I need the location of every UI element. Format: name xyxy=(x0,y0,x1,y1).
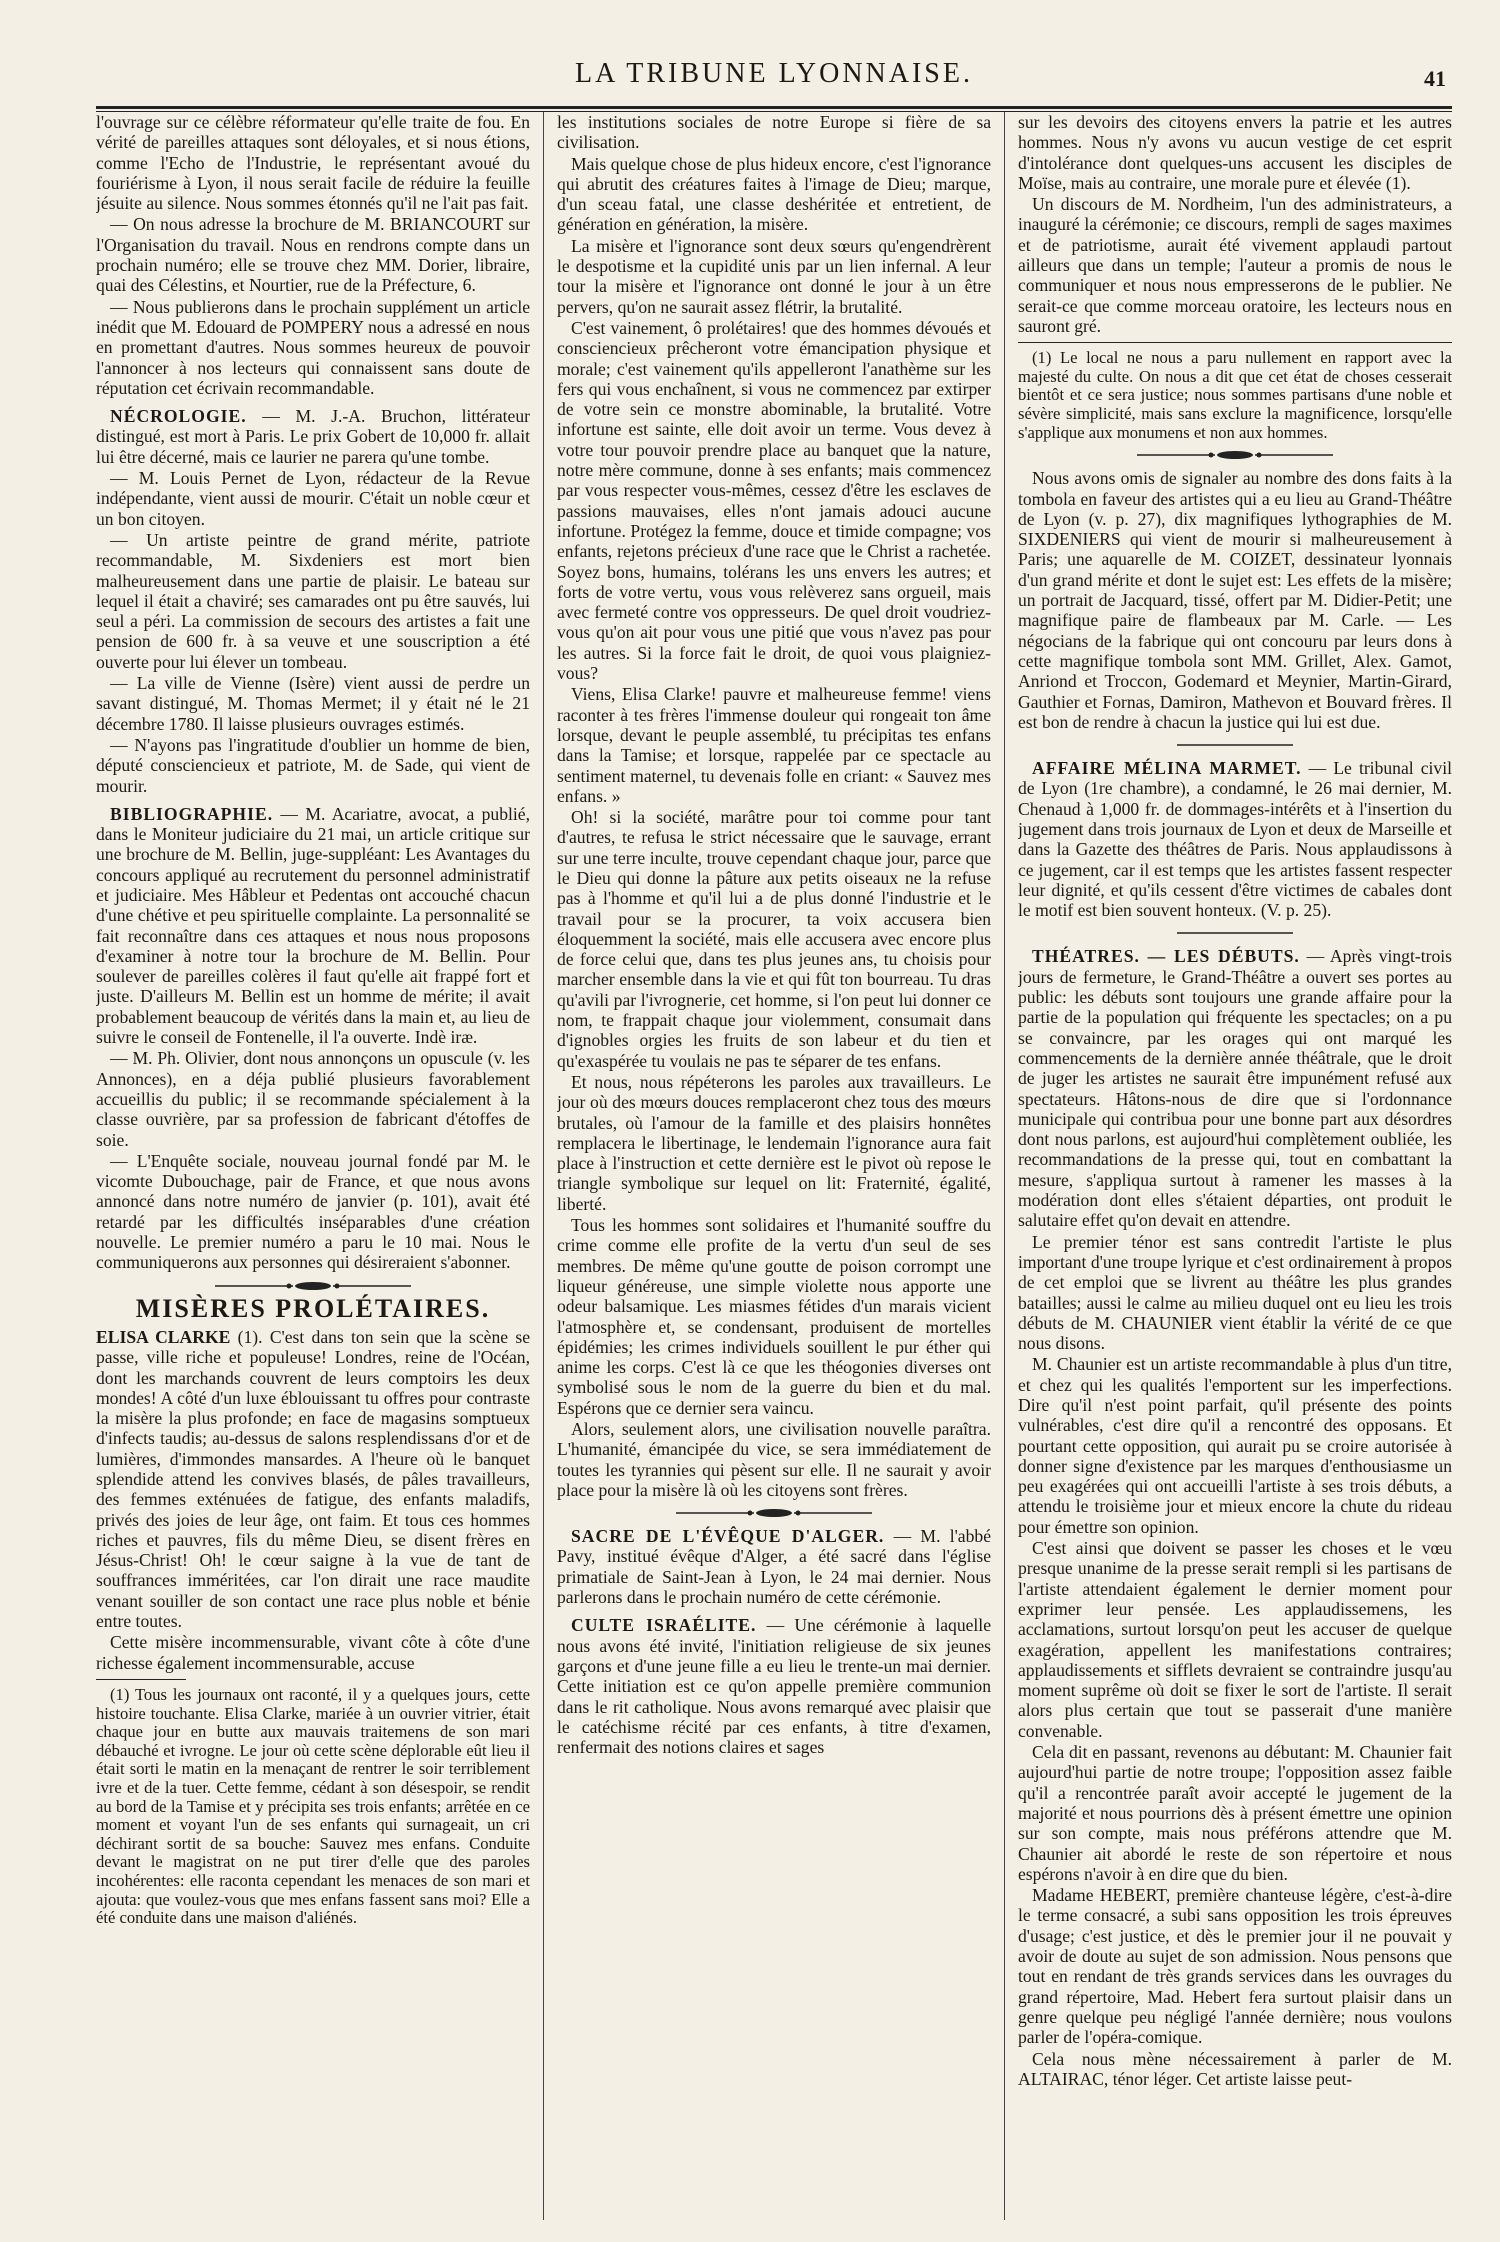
paragraph: — On nous adresse la brochure de M. BRIANCOURT sur l'Organisation du travail. Nous en rendrons compte dans un prochain numéro; elle se trouve chez MM. Dorier, libraire, quai des Célestins, et Nourtier, rue de la Préfecture, 6. xyxy=(96,214,531,296)
paragraph: C'est vainement, ô prolétaires! que des hommes dévoués et consciencieux prêcheront votre émancipation physique et morale; c'est vainement qu'ils appelleront l'anathème sur les fers qui vous enchaînent, si vous ne commencez par extirper de votre sein ce monstre abominable, la brutalité. Votre infortune est sainte, elle doit avoir un terme. Vous devez à votre tour pouvoir prendre place au banquet que la nature, notre mère commune, donne à ses enfants; mais commencez par vous respecter vous-mêmes, cessez d'être les esclaves de passions mauvaises, elles n'ont jamais adouci aucune infortune. Protégez la femme, douce et timide compagne; vos enfants, rejetons précieux d'une race que le Christ a rachetée. Soyez bons, humains, tolérans les uns envers les autres; et forts de votre vertu, vous vous relèverez sans orgueil, mais avec fermeté contre vos oppresseurs. De quel droit voudriez-vous qu'on ait pour vous une pitié que vous n'avez pas pour les autres. Si la force fait le droit, de quoi vous plaigniez-vous? xyxy=(557,317,992,684)
paragraph: — M. Ph. Olivier, dont nous annonçons un opuscule (v. les Annonces), en a déja publié plusieurs favorablement accueillis du public; il se recommande spécialement à la classe ouvrière, par sa profession de fabricant d'étoffes de soie. xyxy=(96,1048,531,1150)
footnote xyxy=(96,1686,530,1928)
ornament-divider xyxy=(1018,926,1452,940)
ornament-divider xyxy=(96,1279,530,1293)
paragraph: Tous les hommes sont solidaires et l'humanité souffre du crime comme elle profite de la vertu d'un seul de ses membres. De même qu'une goutte de poison corrompt une liqueur généreuse, une simple violette nous apporte une odeur balsamique. Les miasmes fétides d'un marais vicient l'atmosphère et, se condensant, produisent de mortelles épidémies; les crimes individuels souillent le pur éther qui anime les corps. C'est là ce que les théogonies diverses ont symbolisé sous le nom de la guerre du bien et du mal. Espérons que ce dernier sera vaincu. xyxy=(557,1215,992,1418)
affaire-label: AFFAIRE MÉLINA MARMET. xyxy=(1032,758,1302,779)
paragraph: La misère et l'ignorance sont deux sœurs qu'engendrèrent le despotisme et la cupidité unis par un lien infernal. A leur tour la misère et l'ignorance ont donné le jour à un être pervers, qu'on ne saurait assez flétrir, la brutalité. xyxy=(557,235,992,317)
paragraph: — Nous publierons dans le prochain supplément un article inédit que M. Edouard de POMPERY nous a adressé en nous en promettant d'autres. Nous sommes heureux de pouvoir l'annoncer à nos lecteurs qui connaissent sans doute de réputation cet écrivain recommandable. xyxy=(96,296,531,398)
paragraph: (1). C'est dans ton sein que la scène se passe, ville riche et populeuse! Londres, reine de l'Océan, dont les marchands couvrent de leurs comptoirs les deux mondes! A côté d'un luxe éblouissant tu offres pour contraste la misère la plus profonde; en face de magasins somptueux d'infects taudis; au-dessus de salons resplendissans d'or et de lumières, d'immondes mansardes. A l'heure où le banquet splendide attend les convives blasés, de pâles travailleurs, des femmes exténuées de fatigue, des enfants maladifs, privés des joies de leur âge, ont faim. Et tous ces hommes riches et pauvres, fils du même Dieu, se disent frères en Jésus-Christ! Oh! le cœur saigne à la vue de tant de souffrances imméritées, car l'on dirait une race maudite venant souiller de son contact une race plus noble et bénie entre toutes. xyxy=(96,1326,531,1632)
paragraph: C'est ainsi que doivent se passer les choses et le vœu presque unanime de la presse serait rempli si les partisans de l'artiste attendaient également le dernier moment pour exprimer leur pensée. Les applaudissemens, les acclamations, surtout lorsqu'on peut les accuser de quelque exagération, appellent les manifestations contraires; applaudissements et sifflets devraient se contraindre jusqu'au moment suprême où doit se fixer le sort de l'artiste. Il serait alors plus certain que tout se passerait d'une manière convenable. xyxy=(1018,1538,1453,1741)
paragraph: Un discours de M. Nordheim, l'un des administrateurs, a inauguré la cérémonie; ce discours, rempli de sages maximes et de patriotisme, aurait été vivement applaudi partout ailleurs que dans un temple; l'auteur a promis de nous le communiquer et nous nous empresserons de le publier. Ne serait-ce que comme morceau oratoire, les lecteurs nous en sauront gré. xyxy=(1018,194,1453,336)
paragraph: — M. l'abbé Pavy, institué évêque d'Alger, a été sacré dans l'église primatiale de Saint-Jean à Lyon, le 24 mai dernier. Nous parlerons dans le prochain numéro de cette cérémonie. xyxy=(557,1526,992,1608)
theatres-label: THÉATRES. — LES DÉBUTS. xyxy=(1032,946,1300,967)
paragraph: — L'Enquête sociale, nouveau journal fondé par M. le vicomte Dubouchage, pair de France, et que nous avons annoncé dans notre numéro de janvier (p. 101), avait été retardé par les difficultés inséparables d'une création nouvelle. Le premier numéro a paru le 10 mai. Nous le communiquerons aux personnes qui désireraient s'abonner. xyxy=(96,1150,531,1273)
paragraph: — M. Acariatre, avocat, a publié, dans le Moniteur judiciaire du 21 mai, un article critique sur une brochure de M. Bellin, juge-suppléant: Les Avantages du concours appliqué au recrutement du personnel administratif et judiciaire. Mes Hâbleur et Pedentas ont accouché chacun d'une chétive et peu spirituelle complainte. La personnalité se fait reconnaître dans ces attaques et nous nous proposons d'examiner à notre tour la brochure de M. Bellin. Pour soulever de pareilles colères il faut qu'elle ait frappé fort et juste. D'ailleurs M. Bellin est un homme de mérite; il avait probablement beaucoup de vérités dans la main et, au lieu de suivre le conseil de Fontenelle, il l'a ouverte. Indè iræ. xyxy=(96,803,531,1048)
culte-label: CULTE ISRAÉLITE. xyxy=(571,1615,757,1636)
footnote-text: (1) Le local ne nous a paru nullement en rapport avec la majesté du culte. On nous a dit que cet état de choses cesserait bientôt et ce sera justice; nous sommes partisans d'une noble et sévère simplicité, mais sans exclure la magnificence, lorsqu'elle s'applique aux monumens et non aux hommes. xyxy=(1018,348,1453,442)
paragraph: Madame HEBERT, première chanteuse légère, c'est-à-dire le terme consacré, a subi sans opposition les trois épreuves d'usage; c'est justice, et dès le premier jour il ne pouvait y avoir de doute au sujet de son admission. Nous pensons que tout en rendant de très grands services dans les ouvrages du grand répertoire, Mad. Hebert fera surtout plaisir dans un genre quelque peu négligé l'année dernière; nous voulons parler de l'opéra-comique. xyxy=(1018,1885,1453,2048)
necrologie-label: NÉCROLOGIE. xyxy=(110,406,247,427)
bibliographie-label: BIBLIOGRAPHIE. xyxy=(110,803,274,824)
page-number: 41 xyxy=(1424,66,1446,91)
paragraph: les institutions sociales de notre Europe si fière de sa civilisation. xyxy=(557,112,992,153)
column-separator xyxy=(1004,112,1005,2220)
paragraph: Alors, seulement alors, une civilisation nouvelle paraîtra. L'humanité, émancipée du vice, se sera immédiatement de toutes les tyrannies qui pèsent sur elle. Il ne saurait y avoir place pour la misère là où les citoyens sont frères. xyxy=(557,1419,992,1500)
ornament-divider xyxy=(1018,448,1452,462)
column-1 xyxy=(96,112,530,2220)
column-separator xyxy=(543,112,544,2220)
running-title: LA TRIBUNE LYONNAISE. xyxy=(574,58,973,89)
paragraph: Le premier ténor est sans contredit l'artiste le plus important d'une troupe lyrique et c'est ordinairement à propos de cet emploi que se livrent au théâtre les plus grandes batailles; aussi le calme au milieu duquel ont eu lieu les trois débuts de M. CHAUNIER vient établir la vérité de ce que nous disons. xyxy=(1018,1231,1453,1354)
masthead xyxy=(96,50,1452,106)
ornament-divider xyxy=(1018,738,1452,752)
paragraph: Et nous, nous répéterons les paroles aux travailleurs. Le jour où des mœurs douces remplaceront chez tous des mœurs brutales, où l'amour de la famille et des plaisirs honnêtes remplacera le libertinage, le lendemain l'ignorance aura fait place à l'instruction et cette dernière est le pivot où repose le triangle symbolique sur lequel on lit: Fraternité, égalité, liberté. xyxy=(557,1071,992,1214)
paragraph: — Un artiste peintre de grand mérite, patriote recommandable, M. Sixdeniers est mort bien malheureusement dans une partie de plaisir. Le bateau sur lequel il était a chaviré; ses camarades ont pu être sauvés, lui seul a péri. La commission de secours des artistes a fait une pension de 600 fr. à sa veuve et une souscription a été ouverte pour lui élever un tombeau. xyxy=(96,529,531,672)
paragraph: — Après vingt-trois jours de fermeture, le Grand-Théâtre a ouvert ses portes au public: les débuts sont toujours une grande affaire pour la partie de la population qui fréquente les spectacles; on a pu se convaincre, par les orages qui ont marqué les commencements de la dernière année théâtrale, que le droit de juger les artistes ne saurait être impunément refusé aux spectateurs. Hâtons-nous de dire que si l'ordonnance municipale qui contribua pour une bonne part aux désordres dont nous parlons, est aujourd'hui complètement oubliée, les recommandations de la presse qui, tout en combattant la mesure, s'appliqua surtout à ramener les masses à la modération dont elles s'étaient départies, ont produit le salutaire effet qu'on devait en attendre. xyxy=(1018,946,1453,1231)
paragraph: — Une cérémonie à laquelle nous avons été invité, l'initiation religieuse de six jeunes garçons et d'une jeune fille a eu lieu le trente-un mai dernier. Cette initiation est ce qu'on appelle première communion dans le rit catholique. Nous avons remarqué avec plaisir que le catéchisme récité par ces enfants, à titre d'examen, renfermait des notions claires et sages xyxy=(557,1615,992,1758)
paragraph: Viens, Elisa Clarke! pauvre et malheureuse femme! viens raconter à tes frères l'immense douleur qui rongeait ton âme lorsque, devant le peuple assemblé, tu précipitas tes enfans dans la Tamise; et lorsque, rappelée par ce spectacle au sentiment maternel, tu devenais folle en criant: « Sauvez mes enfans. » xyxy=(557,684,992,806)
elisa-label: ELISA CLARKE xyxy=(96,1326,231,1347)
paragraph: Nous avons omis de signaler au nombre des dons faits à la tombola en faveur des artistes qui a eu lieu au Grand-Théâtre de Lyon (v. p. 27), dix magnifiques lythographies de M. SIXDENIERS qui vient de mourir si malheureusement à Paris; une aquarelle de M. COIZET, dessinateur lyonnais d'un grand mérite et dont le sujet est: Les effets de la misère; un portrait de Jacquard, tissé, offert par M. Didier-Petit; une magnifique paire de flambeaux par M. Carle. — Les négocians de la fabrique qui ont concouru par leurs dons à cette magnifique tombola sont MM. Grillet, Alex. Gamot, Anriond et Troccon, Godemard et Meynier, Martin-Girard, Gauthier et Fornas, Damiron, Mathevon et Bouvard frères. Il est bon de rendre à chacun la justice qui lui est due. xyxy=(1018,468,1453,732)
paragraph: Mais quelque chose de plus hideux encore, c'est l'ignorance qui abrutit des créatures faites à l'image de Dieu; marque, d'un sceau fatal, une classe deshéritée et entretient, de génération en génération, la misère. xyxy=(557,153,992,235)
paragraph: — Le tribunal civil de Lyon (1re chambre), a condamné, le 26 mai dernier, M. Chenaud à 1,000 fr. de dommages-intérêts et à l'insertion du jugement dans trois journaux de Lyon et deux de Marseille et dans la Gazette des théâtres de Paris. Nous applaudissons à ce jugement, car il est temps que les artistes fassent respecter leur dignité, et qu'ils cessent d'être victimes de cabales dont le motif est bien souvent honteux. (V. p. 25). xyxy=(1018,758,1453,921)
section-title: MISÈRES PROLÉTAIRES. xyxy=(135,1293,491,1323)
paragraph: — N'ayons pas l'ingratitude d'oublier un homme de bien, député consciencieux et patriote, M. de Sade, qui vient de mourir. xyxy=(96,734,531,796)
footnote xyxy=(1018,349,1452,442)
column-3 xyxy=(1018,112,1452,2220)
paragraph: l'ouvrage sur ce célèbre réformateur qu'elle traite de fou. En vérité de pareilles attaques sont déloyales, et si nous étions, comme l'Echo de l'Industrie, le représentant avoué du fouriérisme à Lyon, il nous serait facile de réduire la feuille jésuite au silence. Nous sommes étonnés qu'il ne l'ait pas fait. xyxy=(96,112,531,214)
paragraph: Oh! si la société, marâtre pour toi comme pour tant d'autres, te refusa le strict nécessaire que le sauvage, errant sur une terre inculte, trouve cependant chaque jour, parce que le Dieu qui donne la pâture aux petits oiseaux ne la refuse pas à l'homme et qu'il lui a de plus donné l'industrie et le travail pour se la procurer, ta voix accusera bien éloquemment la société, mais elle accusera avec encore plus de force celui que, dans tes plus jeunes ans, tu choisis pour marcher ensemble dans la vie et qui fût ton bourreau. Tu dras qu'avili par l'ivrognerie, cet homme, si l'on peut lui donner ce nom, te frappait chaque jour violemment, consumait dans d'ignobles orgies les fruits de son labeur et du tien et qu'exaspérée tu voulais ne pas te séparer de tes enfans. xyxy=(557,807,992,1071)
paragraph: Cela nous mène nécessairement à parler de M. ALTAIRAC, ténor léger. Cet artiste laisse peut- xyxy=(1018,2048,1453,2089)
paragraph: — La ville de Vienne (Isère) vient aussi de perdre un savant distingué, M. Thomas Mermet; il y était né le 21 décembre 1780. Il laisse plusieurs ouvrages estimés. xyxy=(96,673,531,734)
paragraph: M. Chaunier est un artiste recommandable à plus d'un titre, et chez qui les qualités l'emportent sur les imperfections. Dire qu'il n'est point parfait, qu'il présente des points vulnérables, c'est dire qu'il a rencontré des opposans. Et pourtant cette opposition, qui aurait pu se croire autorisée à donner signe d'existence par les marques d'enthousiasme un peu exagérées qui ont accueilli l'artiste à ses trois débuts, a attendu le troisième jour et mieux encore la chute du rideau pour émettre son opinion. xyxy=(1018,1354,1453,1537)
paragraph: — M. Louis Pernet de Lyon, rédacteur de la Revue indépendante, vient aussi de mourir. C'était un noble cœur et un bon citoyen. xyxy=(96,468,531,529)
paragraph: Cela dit en passant, revenons au débutant: M. Chaunier fait aujourd'hui partie de notre troupe; l'opposition assez faible qu'il a rencontrée paraît avoir accepté le jugement de la majorité et nous pourrions dès à présent émettre une opinion sur son compte, mais nous préférons attendre que M. Chaunier ait abordé le reste de son répertoire et nous espérons n'avoir à en dire que du bien. xyxy=(1018,1742,1453,1884)
paragraph: — M. J.-A. Bruchon, littérateur distingué, est mort à Paris. Le prix Gobert de 10,000 fr. allait lui être décerné, mais ce laurier ne parera qu'une tombe. xyxy=(96,406,531,467)
footnote-rule xyxy=(96,1679,186,1680)
sacre-label: SACRE DE L'ÉVÊQUE D'ALGER. xyxy=(571,1526,885,1547)
footnote-text: (1) Tous les journaux ont raconté, il y a quelques jours, cette histoire touchante. Elisa Clarke, mariée à un ouvrier vitrier, était chaque jour en butte aux mauvais traitemens de son mari débauché et ivrogne. Le jour où cette scène déplorable eût lieu il était sorti le matin en la menaçant de rentrer le soir terriblement ivre et de la tuer. Cette femme, cédant à son désespoir, se rendit au bord de la Tamise et y précipita ses trois enfants; arrêtée en ce moment et voyant l'un de ses enfants qui surnageait, un cri déchirant sortit de sa bouche: Sauvez mes enfans. Conduite devant le magistrat on ne put tirer d'elle que des paroles incohérentes: elle raconta cependant les menaces de son mari et ajouta: que voulez-vous que mes enfans fassent sans moi? Elle a été conduite dans une maison d'aliénés. xyxy=(96,1684,531,1928)
paragraph: Cette misère incommensurable, vivant côte à côte d'une richesse également incommensurable, accuse xyxy=(96,1632,531,1673)
column-2 xyxy=(557,112,991,2220)
footnote-rule xyxy=(1018,342,1452,343)
paragraph: sur les devoirs des citoyens envers la patrie et les autres hommes. Nous n'y avons vu aucun vestige de cet esprit d'intolérance dont quelques-uns accusent les disciples de Moïse, mais au contraire, une morale pure et élevée (1). xyxy=(1018,112,1453,193)
columns xyxy=(96,112,1452,2220)
ornament-divider xyxy=(557,1506,991,1520)
